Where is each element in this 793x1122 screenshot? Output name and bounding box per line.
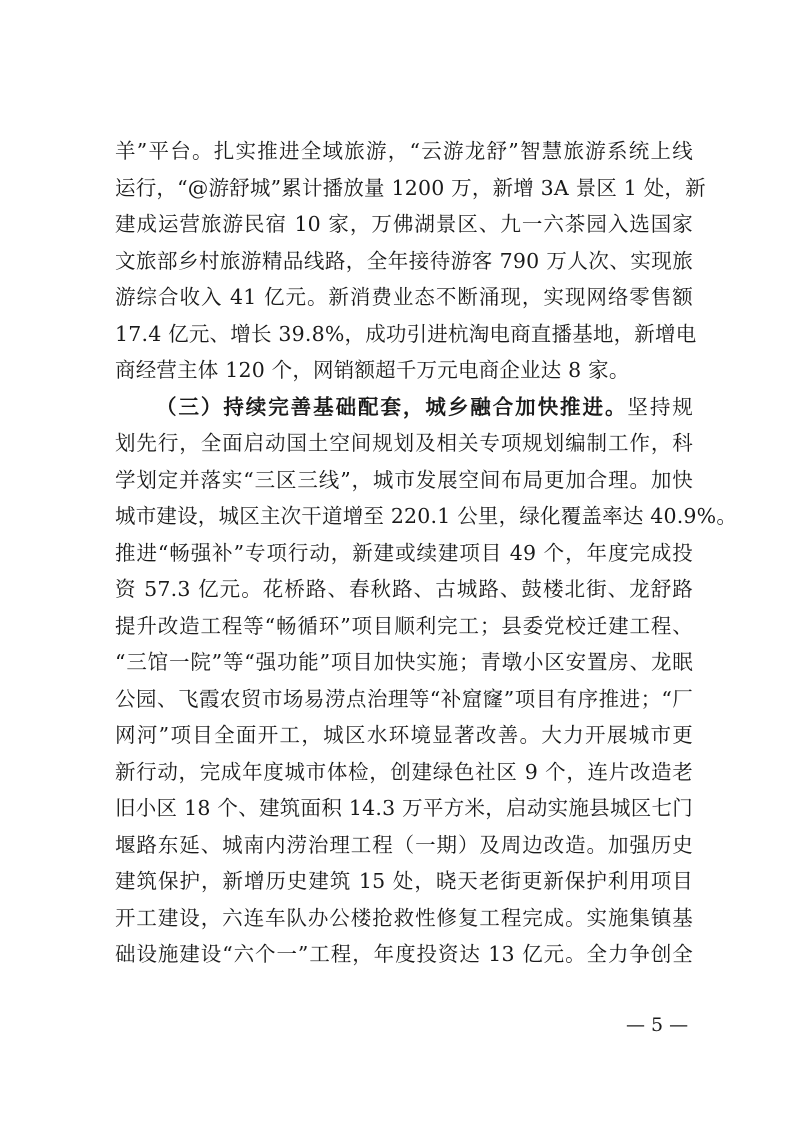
text-line: 新行动，完成年度城市体检，创建绿色社区 9 个，连片改造老	[115, 759, 693, 784]
text-line: 划先行，全面启动国土空间规划及相关专项规划编制工作，科	[115, 431, 693, 455]
text-line: 开工建设，六连车队办公楼抢救性修复工程完成。实施集镇基	[115, 905, 693, 930]
text-line: 网河”项目全面开工，城区水环境显著改善。大力开展城市更	[115, 723, 693, 747]
document-body	[115, 133, 738, 973]
text-line: 础设施建设“六个一”工程，年度投资达 13 亿元。全力争创全	[115, 942, 693, 966]
text-line: 羊”平台。扎实推进全域旅游，“云游龙舒”智慧旅游系统上线	[115, 139, 693, 163]
text-line: 推进“畅强补”专项行动，新建或续建项目 49 个，年度完成投	[115, 540, 693, 565]
text-line: 公园、飞霞农贸市场易涝点治理等“补窟窿”项目有序推进；“厂	[115, 686, 693, 711]
text-line: 建成运营旅游民宿 10 家，万佛湖景区、九一六茶园入选国家	[115, 212, 693, 236]
text-line: 旧小区 18 个、建筑面积 14.3 万平方米，启动实施县城区七门	[115, 796, 693, 820]
text-line: 商经营主体 120 个，网销额超千万元电商企业达 8 家。	[115, 358, 630, 382]
section-heading: （三）持续完善基础配套，城乡融合加快推进。	[156, 394, 628, 419]
text-line: 17.4 亿元、增长 39.8%，成功引进杭淘电商直播基地，新增电	[115, 321, 697, 346]
text-line: 游综合收入 41 亿元。新消费业态不断涌现，实现网络零售额	[115, 285, 693, 309]
section-first-line-rest: 坚持规	[627, 394, 694, 419]
section-first-line	[115, 389, 693, 426]
text-line: 提升改造工程等“畅循环”项目顺利完工；县委党校迁建工程、	[115, 613, 693, 638]
text-line: 资 57.3 亿元。花桥路、春秋路、古城路、鼓楼北街、龙舒路	[115, 577, 693, 601]
text-line: 学划定并落实“三区三线”，城市发展空间布局更加合理。加快	[115, 467, 693, 492]
text-line: 建筑保护，新增历史建筑 15 处，晓天老街更新保护利用项目	[115, 869, 693, 893]
text-line: 堰路东延、城南内涝治理工程（一期）及周边改造。加强历史	[115, 832, 693, 857]
text-line: 城市建设，城区主次干道增至 220.1 公里，绿化覆盖率达 40.9%。	[115, 504, 738, 528]
text-line: “三馆一院”等“强功能”项目加快实施；青墩小区安置房、龙眠	[115, 650, 693, 674]
text-line: 运行，“@游舒城”累计播放量 1200 万，新增 3A 景区 1 处，新	[115, 175, 706, 200]
text-line: 文旅部乡村旅游精品线路，全年接待游客 790 万人次、实现旅	[115, 248, 693, 273]
page-number: — 5 —	[626, 1014, 689, 1036]
